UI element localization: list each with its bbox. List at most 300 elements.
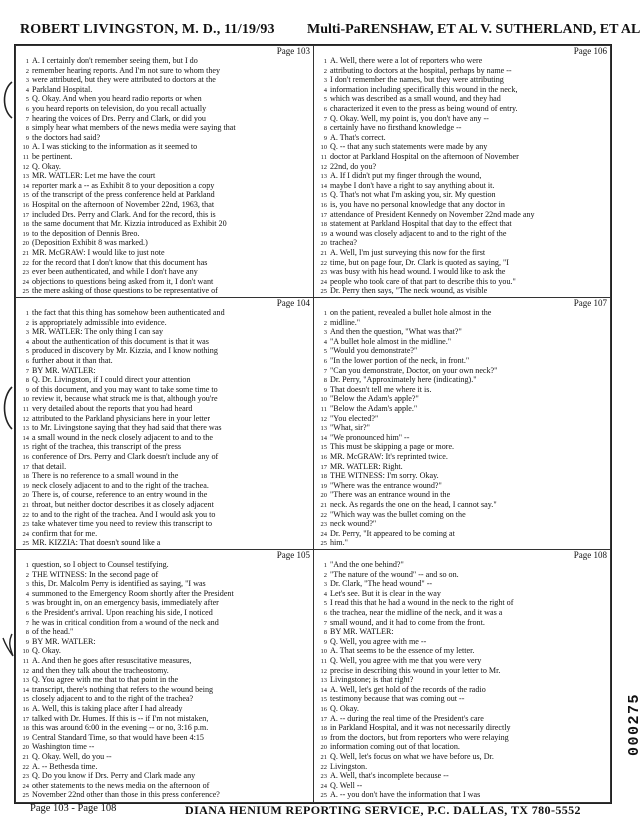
transcript-line	[16, 385, 313, 394]
line-text: the doctors had said?	[32, 132, 101, 142]
transcript-line	[314, 570, 610, 579]
bates-number: 000275	[626, 692, 643, 756]
line-text: on the patient, revealed a bullet hole almost in the	[330, 308, 492, 317]
line-number: 16	[22, 454, 29, 461]
line-number: 19	[320, 482, 327, 490]
line-number: 21	[22, 754, 29, 761]
line-number: 23	[320, 269, 327, 277]
transcript-line	[314, 790, 610, 799]
transcript-line	[314, 675, 610, 684]
transcript-line	[314, 433, 610, 442]
line-number: 25	[22, 540, 29, 548]
transcript-line	[314, 704, 610, 713]
transcript-line	[16, 267, 313, 276]
line-text: Washington time --	[32, 742, 95, 752]
transcript-line	[314, 452, 610, 461]
line-number: 9	[25, 386, 29, 394]
line-number: 24	[22, 278, 29, 286]
line-number: 14	[320, 434, 327, 442]
line-text: for the record that I don't know that this document has	[32, 257, 208, 267]
line-number: 1	[25, 310, 29, 317]
line-number: 10	[22, 396, 29, 404]
line-number: 15	[320, 444, 327, 452]
line-text: a small wound in the neck closely adjacent to and to the	[32, 432, 213, 442]
line-number: 24	[320, 278, 327, 286]
transcript-line	[16, 162, 313, 171]
transcript-line	[314, 337, 610, 346]
line-text: him."	[330, 538, 348, 548]
line-text: transcript, there's nothing that refers to the wound being	[32, 684, 214, 694]
line-text: of the head."	[32, 627, 74, 637]
transcript-line	[16, 762, 313, 771]
transcript-line	[314, 238, 610, 247]
transcript-line	[314, 608, 610, 617]
line-text: throat, but neither doctor describes it as closely adjacent	[32, 500, 214, 509]
transcript-line	[16, 733, 313, 742]
page-number: Page 108	[573, 550, 607, 560]
line-number: 17	[320, 463, 327, 471]
line-text: people who took care of that part to describe this to you."	[330, 276, 516, 286]
line-number: 25	[22, 792, 29, 800]
transcript-line	[314, 123, 610, 132]
transcript-line	[314, 714, 610, 723]
line-number: 20	[22, 744, 29, 752]
line-text: 22nd, do you?	[330, 161, 377, 171]
transcript-line	[314, 519, 610, 528]
line-text: Q. Well, let's focus on what we have before us, Dr.	[330, 752, 494, 761]
line-number: 3	[323, 581, 327, 589]
line-text: neck closely adjacent to and to the right of the trachea.	[32, 480, 209, 490]
transcript-line	[314, 200, 610, 209]
transcript-line	[16, 66, 313, 75]
transcript-line	[314, 414, 610, 423]
line-text: MR. McGRAW: It's reprinted twice.	[330, 452, 448, 461]
line-text: Central Standard Time, so that would have been 4:15	[32, 732, 204, 742]
line-text: Q. Okay. Well, my point is, you don't have any --	[330, 113, 489, 123]
transcript-line	[314, 286, 610, 295]
line-number: 23	[320, 773, 327, 781]
line-number: 20	[22, 240, 29, 248]
transcript-line	[314, 404, 610, 413]
line-text: hearing the voices of Drs. Perry and Clark, or did you	[32, 113, 206, 123]
line-text: information including specifically this wound in the neck,	[330, 84, 518, 94]
transcript-line	[314, 366, 610, 375]
line-number: 7	[323, 367, 327, 375]
transcript-line	[314, 529, 610, 538]
line-text: MR. WATLER: Let me have the court	[32, 171, 156, 181]
line-number: 18	[320, 725, 327, 733]
line-number: 11	[320, 406, 327, 413]
line-number: 6	[25, 610, 29, 617]
transcript-line	[314, 210, 610, 219]
line-number: 4	[323, 590, 327, 598]
line-number: 1	[323, 562, 327, 569]
transcript-line	[16, 704, 313, 713]
line-text: A. And then he goes after resuscitative measures,	[32, 656, 192, 665]
line-text: the fact that this thing has somehow been authenticated and	[32, 308, 225, 317]
transcript-line	[16, 356, 313, 365]
transcript-line	[16, 219, 313, 228]
transcript-line	[314, 181, 610, 190]
transcript-line	[314, 356, 610, 365]
line-number: 11	[320, 658, 327, 665]
transcript-page-108	[313, 549, 611, 803]
line-number: 20	[22, 492, 29, 500]
transcript-line	[16, 123, 313, 132]
line-number: 23	[320, 521, 327, 529]
line-text: Let's see. But it is clear in the way	[330, 588, 441, 598]
page-number: Page 105	[276, 550, 310, 560]
transcript-line	[16, 200, 313, 209]
line-number: 15	[22, 444, 29, 452]
transcript-line	[314, 133, 610, 142]
transcript-line	[16, 452, 313, 461]
line-number: 18	[320, 221, 327, 229]
transcript-line	[314, 598, 610, 607]
line-number: 24	[22, 530, 29, 538]
line-text: neck. As regards the one on the head, I cannot say."	[330, 500, 497, 509]
transcript-line	[314, 56, 610, 65]
footer-reporting-service: DIANA HENIUM REPORTING SERVICE, P.C. DALLAS, TX 780-5552	[185, 803, 581, 817]
line-text: Q. Well --	[330, 780, 363, 790]
transcript-line	[314, 248, 610, 257]
line-number: 14	[22, 434, 29, 442]
transcript-page-107	[313, 297, 611, 550]
line-text: is appropriately admissible into evidence.	[32, 317, 167, 327]
line-text: "Below the Adam's apple."	[330, 404, 418, 413]
transcript-line	[16, 742, 313, 751]
line-number: 1	[323, 58, 327, 65]
line-text: Q. You agree with me that to that point in the	[32, 675, 179, 685]
line-text: information coming out of that location.	[330, 742, 460, 752]
transcript-line	[16, 570, 313, 579]
line-number: 1	[25, 562, 29, 569]
line-number: 17	[22, 211, 29, 219]
line-text: A. If I didn't put my finger through the wound,	[330, 171, 482, 181]
line-number: 25	[320, 288, 327, 296]
transcript-line	[314, 442, 610, 451]
line-text: small wound, and it had to come from the front.	[330, 617, 485, 627]
line-number: 3	[323, 329, 327, 337]
line-text: Q. Okay.	[32, 646, 61, 656]
line-number: 3	[323, 77, 327, 85]
line-number: 3	[25, 581, 29, 589]
transcript-line	[314, 589, 610, 598]
line-text: Livingston.	[330, 761, 368, 771]
transcript-line	[16, 675, 313, 684]
line-number: 17	[22, 715, 29, 723]
line-text: That doesn't tell me where it is.	[330, 384, 432, 394]
transcript-line	[314, 308, 610, 317]
line-text: the mere asking of those questions to be representative of	[32, 286, 218, 296]
line-text: neck wound?"	[330, 519, 377, 529]
line-number: 21	[320, 754, 327, 761]
transcript-line	[314, 114, 610, 123]
line-text: BY MR. WATLER:	[32, 636, 96, 646]
transcript-line	[16, 462, 313, 471]
transcript-line	[314, 538, 610, 547]
line-text: were attributed, but they were attributed to doctors at the	[32, 75, 216, 85]
line-text: Dr. Perry, "It appeared to be coming at	[330, 528, 455, 538]
transcript-line	[16, 258, 313, 267]
transcript-line	[314, 733, 610, 742]
transcript-line	[16, 589, 313, 598]
transcript-line	[16, 210, 313, 219]
transcript-line	[16, 618, 313, 627]
line-number: 1	[323, 310, 327, 317]
transcript-line	[314, 694, 610, 703]
transcript-line	[314, 560, 610, 569]
line-number: 8	[323, 125, 327, 133]
transcript-line	[16, 327, 313, 336]
line-number: 13	[320, 173, 327, 181]
line-text: This must be skipping a page or more.	[330, 442, 455, 452]
line-number: 10	[320, 396, 327, 404]
line-text: Q. That's not what I'm asking you, sir. My question	[330, 190, 496, 200]
line-number: 6	[323, 610, 327, 617]
line-text: be pertinent.	[32, 152, 73, 161]
line-number: 9	[25, 134, 29, 142]
transcript-line	[16, 171, 313, 180]
transcript-line	[314, 656, 610, 665]
line-text: right of the trachea, this transcript of the press	[32, 442, 182, 452]
transcript-line	[16, 85, 313, 94]
transcript-line	[16, 656, 313, 665]
line-text: "The nature of the wound" -- and so on.	[330, 569, 459, 579]
line-number: 11	[22, 154, 29, 161]
transcript-line	[16, 248, 313, 257]
transcript-line	[314, 346, 610, 355]
line-number: 9	[323, 638, 327, 646]
line-number: 21	[22, 250, 29, 257]
line-number: 2	[323, 571, 327, 579]
line-text: which was described as a small wound, and they had	[330, 94, 501, 104]
transcript-line	[16, 627, 313, 636]
line-number: 22	[320, 259, 327, 267]
transcript-line	[314, 723, 610, 732]
line-number: 11	[320, 154, 327, 161]
line-text: BY MR. WATLER:	[32, 365, 96, 375]
line-text: Dr. Clark, "The head wound" --	[330, 579, 433, 589]
line-number: 13	[22, 425, 29, 433]
handwritten-check-mark	[0, 632, 16, 658]
transcript-line	[16, 229, 313, 238]
line-number: 23	[22, 521, 29, 529]
line-number: 19	[22, 734, 29, 742]
line-number: 23	[22, 269, 29, 277]
line-text: ever been authenticated, and while I don't have any	[32, 267, 198, 277]
line-number: 10	[22, 648, 29, 656]
line-text: midline."	[330, 317, 361, 327]
transcript-line	[16, 529, 313, 538]
line-text: attributing to doctors at the hospital, perhaps by name --	[330, 65, 512, 75]
transcript-line	[314, 190, 610, 199]
transcript-line	[16, 308, 313, 317]
line-number: 15	[320, 696, 327, 704]
line-number: 6	[323, 106, 327, 113]
line-number: 2	[25, 319, 29, 327]
line-text: A. -- during the real time of the President's care	[330, 713, 484, 723]
line-number: 21	[320, 502, 327, 509]
line-text: closely adjacent to and to the right of the trachea?	[32, 694, 194, 704]
transcript-line	[314, 762, 610, 771]
line-number: 14	[320, 182, 327, 190]
transcript-line	[16, 579, 313, 588]
line-text: A. Well, that's incomplete because --	[330, 771, 449, 781]
line-text: "A bullet hole almost in the midline."	[330, 336, 452, 346]
transcript-line	[16, 286, 313, 295]
line-number: 15	[22, 192, 29, 200]
transcript-line	[314, 510, 610, 519]
line-number: 12	[320, 667, 327, 675]
transcript-line	[16, 133, 313, 142]
transcript-line	[16, 714, 313, 723]
line-number: 11	[22, 658, 29, 665]
line-number: 21	[320, 250, 327, 257]
line-text: review it, because what struck me is that, although you're	[32, 394, 218, 404]
line-text: objections to questions being asked from it, I don't want	[32, 276, 214, 286]
line-number: 6	[25, 358, 29, 365]
line-number: 11	[22, 406, 29, 413]
line-text: Q. Okay. Well, do you --	[32, 752, 112, 761]
transcript-page-103	[15, 45, 314, 298]
transcript-line	[16, 790, 313, 799]
transcript-line	[16, 433, 313, 442]
line-number: 3	[25, 77, 29, 85]
transcript-line	[16, 538, 313, 547]
line-number: 24	[320, 530, 327, 538]
line-text: Q. -- that any such statements were made by any	[330, 142, 488, 152]
line-text: attributed to the Parkland physicians here in your letter	[32, 413, 211, 423]
line-text: MR. McGRAW: I would like to just note	[32, 248, 165, 257]
transcript-line	[16, 519, 313, 528]
line-text: very detailed about the reports that you had heard	[32, 404, 193, 413]
footer-page-range: Page 103 - Page 108	[30, 803, 117, 814]
transcript-line	[314, 152, 610, 161]
line-number: 12	[22, 667, 29, 675]
line-number: 10	[320, 648, 327, 656]
line-text: the trachea, near the midline of the neck, and it was a	[330, 608, 503, 617]
page-number: Page 107	[573, 298, 607, 308]
line-text: to the deposition of Dennis Breo.	[32, 228, 140, 238]
line-text: from the doctors, but from reporters who were relaying	[330, 732, 509, 742]
transcript-line	[314, 171, 610, 180]
line-text: "Where was the entrance wound?"	[330, 480, 442, 490]
line-text: BY MR. WATLER:	[330, 627, 394, 637]
line-number: 4	[323, 338, 327, 346]
line-text: There is, of course, reference to an entry wound in the	[32, 490, 208, 500]
line-number: 5	[323, 600, 327, 608]
transcript-line	[314, 618, 610, 627]
line-number: 17	[320, 211, 327, 219]
transcript-line	[16, 598, 313, 607]
bates-number-stamp	[606, 638, 643, 758]
line-number: 18	[22, 221, 29, 229]
transcript-line	[16, 646, 313, 655]
line-text: and then they talk about the tracheostomy.	[32, 665, 169, 675]
transcript-line	[16, 694, 313, 703]
line-number: 20	[320, 492, 327, 500]
transcript-line	[16, 637, 313, 646]
line-text: in Parkland Hospital, and it was not necessarily directly	[330, 723, 511, 733]
line-text: further about it than that.	[32, 356, 113, 365]
transcript-line	[16, 404, 313, 413]
line-number: 13	[22, 677, 29, 685]
line-number: 8	[323, 377, 327, 385]
transcript-line	[314, 637, 610, 646]
transcript-line	[16, 366, 313, 375]
transcript-line	[314, 394, 610, 403]
line-text: time, but on page four, Dr. Clark is quoted as saying, "I	[330, 257, 509, 267]
line-text: to and to the right of the trachea. And I would ask you to	[32, 509, 216, 519]
transcript-line	[16, 423, 313, 432]
line-text: A. That seems to be the essence of my letter.	[330, 646, 475, 656]
line-number: 21	[22, 502, 29, 509]
line-text: Q. Dr. Livingston, if I could direct your attention	[32, 375, 191, 385]
line-number: 4	[25, 86, 29, 94]
line-text: (Deposition Exhibit 8 was marked.)	[32, 238, 148, 248]
line-text: confirm that for me.	[32, 528, 98, 538]
line-text: doctor at Parkland Hospital on the afternoon of November	[330, 152, 519, 161]
line-number: 19	[22, 230, 29, 238]
line-text: simply hear what members of the news media were saying that	[32, 123, 236, 133]
handwritten-bracket-mark	[0, 385, 16, 431]
transcript-line	[314, 579, 610, 588]
transcript-line	[16, 94, 313, 103]
transcript-line	[16, 781, 313, 790]
line-number: 22	[22, 259, 29, 267]
transcript-line	[16, 685, 313, 694]
line-number: 20	[320, 240, 327, 248]
transcript-line	[16, 510, 313, 519]
line-number: 17	[320, 715, 327, 723]
transcript-line	[16, 442, 313, 451]
transcript-line	[16, 337, 313, 346]
line-text: about the authentication of this document is that it was	[32, 336, 209, 346]
transcript-line	[314, 500, 610, 509]
line-text: A. Well, let's get hold of the records of the radio	[330, 684, 486, 694]
page-number: Page 106	[573, 46, 607, 56]
line-number: 4	[25, 338, 29, 346]
line-text: Q. Okay.	[330, 704, 359, 713]
line-number: 2	[323, 319, 327, 327]
transcript-line	[16, 152, 313, 161]
transcript-grid	[14, 44, 612, 804]
transcript-line	[314, 781, 610, 790]
line-number: 9	[323, 134, 327, 142]
line-text: There is no reference to a small wound in the	[32, 471, 179, 481]
line-number: 10	[320, 144, 327, 152]
line-text: this was around 6:00 in the evening -- or no, 3:16 p.m.	[32, 723, 209, 733]
line-number: 14	[320, 686, 327, 694]
line-text: A. -- Bethesda time.	[32, 761, 98, 771]
transcript-line	[16, 238, 313, 247]
line-text: MR. WATLER: Right.	[330, 461, 403, 471]
line-number: 19	[320, 230, 327, 238]
transcript-line	[16, 394, 313, 403]
transcript-line	[314, 471, 610, 480]
line-number: 7	[25, 619, 29, 627]
line-number: 12	[22, 415, 29, 423]
transcript-line	[314, 94, 610, 103]
line-number: 12	[320, 415, 327, 423]
transcript-page-105	[15, 549, 314, 803]
line-text: remember hearing reports. And I'm not sure to whom they	[32, 65, 221, 75]
line-text: A. Well, I'm just surveying this now for the first	[330, 248, 486, 257]
line-number: 7	[323, 115, 327, 123]
line-text: the same document that Mr. Kizzia introduced as Exhibit 20	[32, 219, 227, 229]
line-number: 12	[320, 163, 327, 171]
